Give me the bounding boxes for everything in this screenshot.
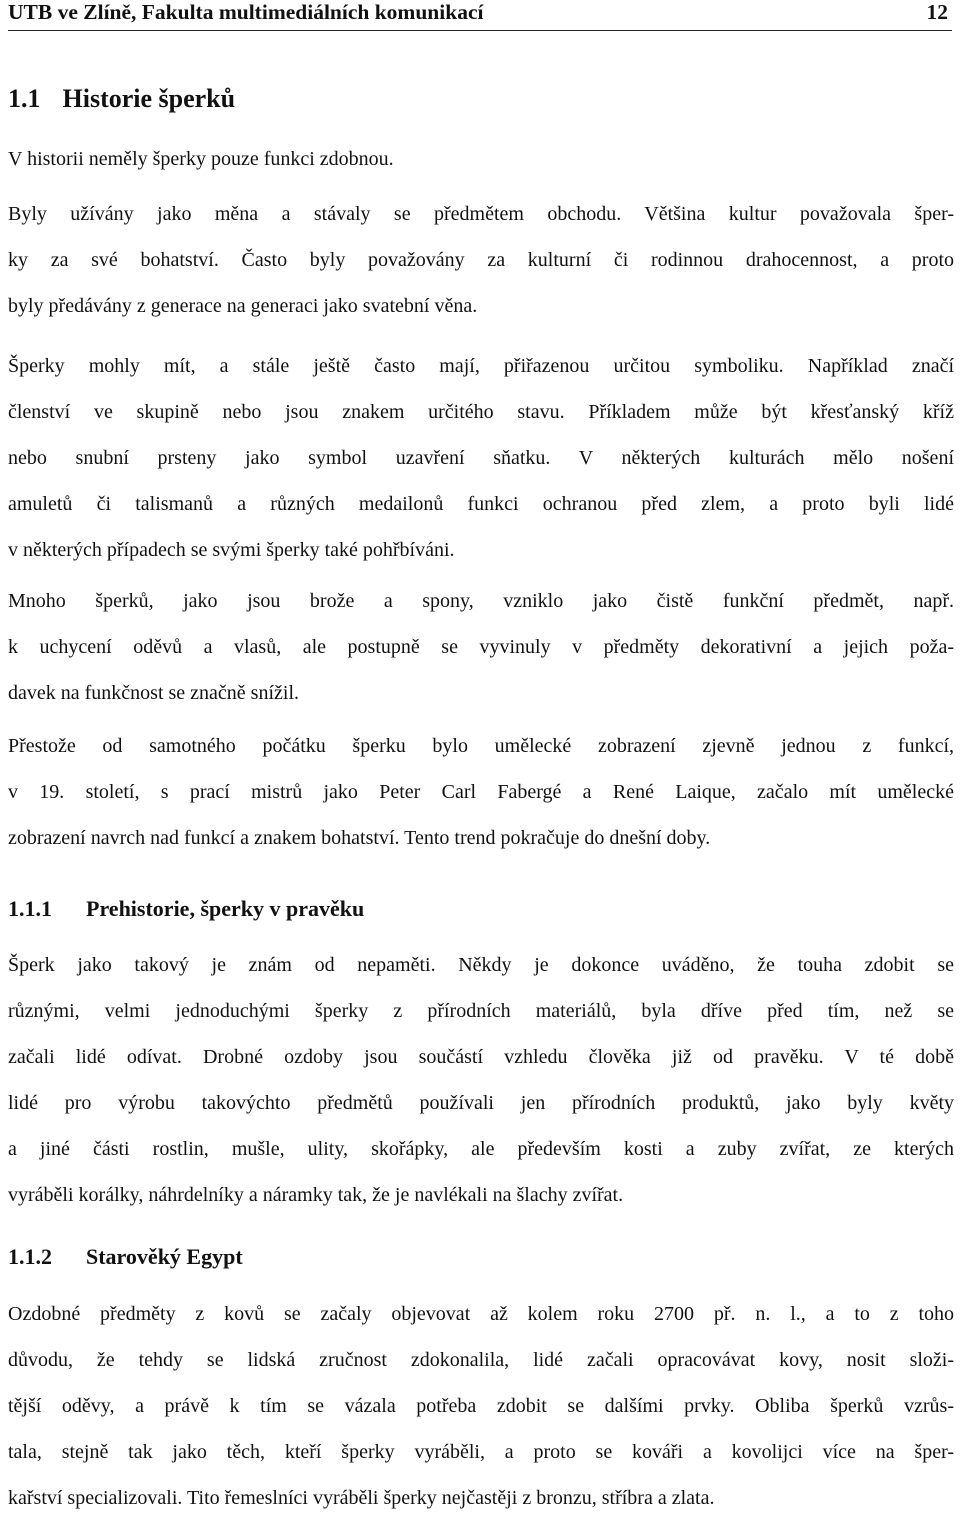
text-line: lidé pro výrobu takovýchto předmětů používali jen přírodních produktů, jako byly květy (8, 1092, 954, 1114)
subsection-heading (8, 896, 364, 922)
text-line: ky za své bohatství. Často byly považovány za kulturní či rodinnou drahocennost, a proto (8, 249, 954, 271)
text-line: V historii neměly šperky pouze funkci zdobnou. (8, 148, 394, 170)
text-line: různými, velmi jednoduchými šperky z přírodních materiálů, byla dříve před tím, než se (8, 1000, 954, 1022)
text-line: amuletů či talismanů a různých medailonů funkci ochranou před zlem, a proto byli lidé (8, 493, 954, 515)
header-title: UTB ve Zlíně, Fakulta multimediálních komunikací (8, 0, 484, 24)
paragraph-4 (8, 578, 954, 716)
page-number: 12 (926, 0, 948, 24)
text-line: Šperky mohly mít, a stále ještě často mají, přiřazenou určitou symboliku. Například značí (8, 355, 954, 377)
running-header (8, 0, 952, 31)
text-line: důvodu, že tehdy se lidská zručnost zdokonalila, lidé začali opracovávat kovy, nosit složi- (8, 1349, 954, 1371)
text-line: k uchycení oděvů a vlasů, ale postupně se vyvinuly v předměty dekorativní a jejich poža- (8, 636, 954, 658)
subsection-title: Starověký Egypt (86, 1244, 243, 1269)
text-line: v 19. století, s prací mistrů jako Peter Carl Fabergé a René Laique, začalo mít umělecké (8, 781, 954, 803)
text-line: nebo snubní prsteny jako symbol uzavření sňatku. V některých kulturách mělo nošení (8, 447, 954, 469)
section-title: Historie šperků (62, 84, 236, 113)
subsection-heading (8, 1244, 243, 1270)
text-line: davek na funkčnost se značně snížil. (8, 682, 300, 704)
text-line: byly předávány z generace na generaci jako svatební věna. (8, 295, 478, 317)
text-line: Mnoho šperků, jako jsou brože a spony, vzniklo jako čistě funkční předmět, např. (8, 590, 954, 612)
text-line: Šperk jako takový je znám od nepaměti. Někdy je dokonce uváděno, že touha zdobit se (8, 954, 954, 976)
subsection-2-paragraph (8, 1291, 954, 1521)
text-line: zobrazení navrch nad funkcí a znakem bohatství. Tento trend pokračuje do dnešní doby. (8, 827, 711, 849)
text-line: Přestože od samotného počátku šperku bylo umělecké zobrazení zjevně jednou z funkcí, (8, 735, 954, 757)
subsection-number: 1.1.1 (8, 896, 52, 921)
text-line: Ozdobné předměty z kovů se začaly objevovat až kolem roku 2700 př. n. l., a to z toho (8, 1303, 954, 1325)
text-line: vyráběli korálky, náhrdelníky a náramky tak, že je navlékali na šlachy zvířat. (8, 1184, 624, 1206)
paragraph-1 (8, 136, 954, 182)
text-line: tější oděvy, a právě k tím se vázala potřeba zdobit se dalšími prvky. Obliba šperků vzrůs- (8, 1395, 954, 1417)
text-line: začali lidé odívat. Drobné ozdoby jsou součástí vzhledu člověka již od pravěku. V té době (8, 1046, 954, 1068)
section-heading (8, 84, 235, 114)
paragraph-5 (8, 723, 954, 861)
subsection-1-paragraph (8, 942, 954, 1218)
subsection-number: 1.1.2 (8, 1244, 52, 1269)
section-number: 1.1 (8, 84, 41, 113)
text-line: a jiné části rostlin, mušle, ulity, skořápky, ale především kosti a zuby zvířat, ze kterých (8, 1138, 954, 1160)
text-line: v některých případech se svými šperky také pohřbíváni. (8, 539, 455, 561)
paragraph-3 (8, 343, 954, 573)
text-line: Byly užívány jako měna a stávaly se předmětem obchodu. Většina kultur považovala šper- (8, 203, 954, 225)
text-line: členství ve skupině nebo jsou znakem určitého stavu. Příkladem může být křesťanský kříž (8, 401, 954, 423)
text-line: kařství specializovali. Tito řemeslníci vyráběli šperky nejčastěji z bronzu, stříbra a zlata. (8, 1487, 715, 1509)
subsection-title: Prehistorie, šperky v pravěku (86, 896, 365, 921)
paragraph-2 (8, 191, 954, 329)
text-line: tala, stejně tak jako těch, kteří šperky vyráběli, a proto se kováři a kovolijci více na šper- (8, 1441, 954, 1463)
